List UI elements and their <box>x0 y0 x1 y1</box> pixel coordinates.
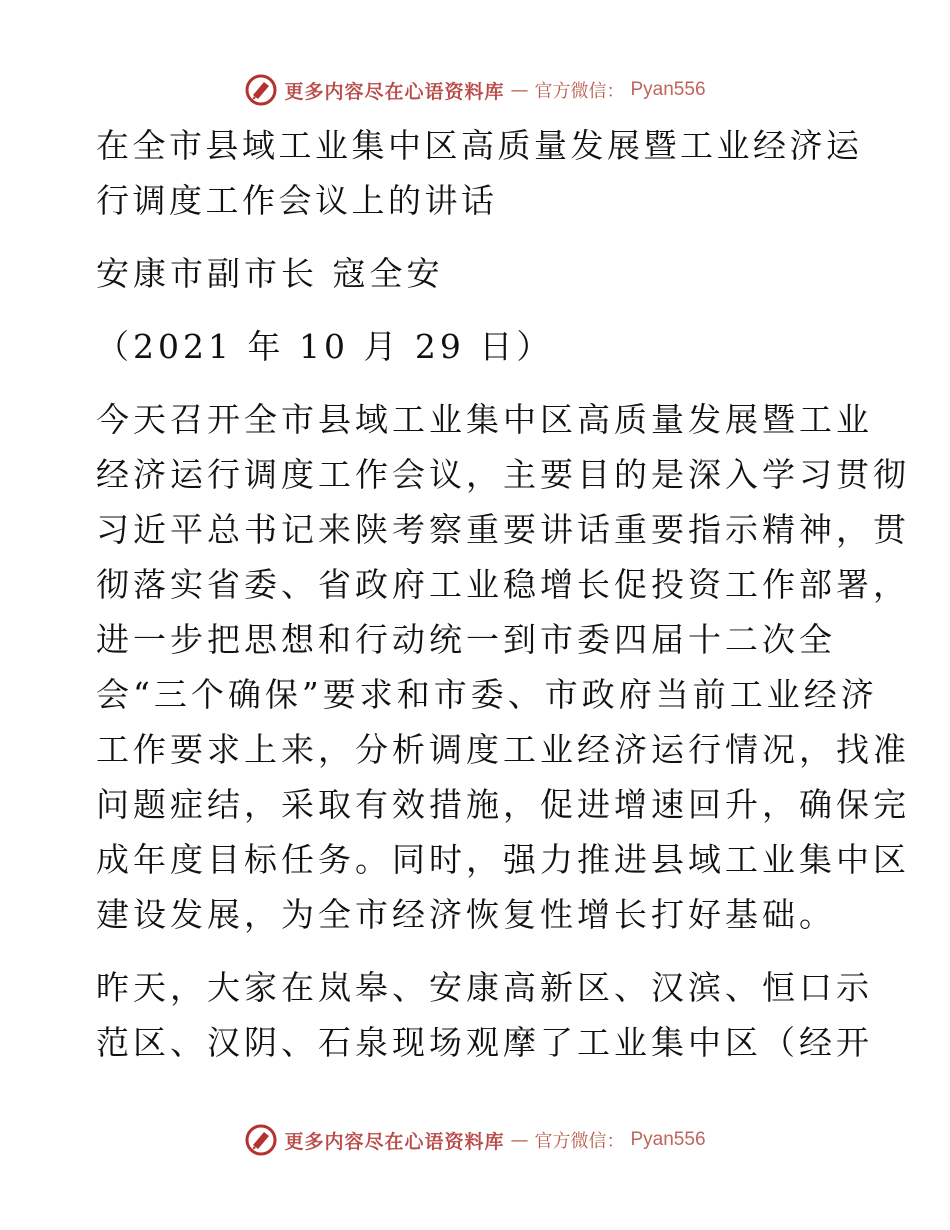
paragraph-line: 进一步把思想和行动统一到市委四届十二次全 <box>96 620 836 659</box>
paragraph-line: 今天召开全市县域工业集中区高质量发展暨工业 <box>96 400 873 439</box>
banner-wechat-id: Pyan556 <box>630 1129 706 1150</box>
banner-separator: — <box>510 1129 529 1151</box>
logo-icon <box>244 73 278 107</box>
header-banner <box>0 68 950 112</box>
paragraph-line: 工作要求上来，分析调度工业经济运行情况，找准 <box>96 730 910 769</box>
title-line: 行调度工作会议上的讲话 <box>96 181 498 220</box>
date-line: （2021 年 10 月 29 日） <box>96 327 554 366</box>
paragraph-line: 问题症结，采取有效措施，促进增速回升，确保完 <box>96 785 910 824</box>
document-body <box>96 118 910 1070</box>
logo-icon <box>244 1123 278 1157</box>
paragraph-line: 彻落实省委、省政府工业稳增长促投资工作部署， <box>96 565 910 604</box>
banner-brand: 更多内容尽在心语资料库 <box>284 80 505 103</box>
footer-banner <box>0 1118 950 1162</box>
banner-label: 官方微信： <box>534 1131 625 1152</box>
banner-brand: 更多内容尽在心语资料库 <box>284 1130 505 1153</box>
paragraph-line: 习近平总书记来陕考察重要讲话重要指示精神，贯 <box>96 510 910 549</box>
banner-label: 官方微信： <box>534 81 625 102</box>
author-line: 安康市副市长 寇全安 <box>96 254 444 293</box>
title-line: 在全市县域工业集中区高质量发展暨工业经济运 <box>96 126 863 165</box>
paragraph-line: 范区、汉阴、石泉现场观摩了工业集中区（经开 <box>96 1023 873 1062</box>
banner-wechat-id: Pyan556 <box>630 79 706 100</box>
paragraph-line: 经济运行调度工作会议，主要目的是深入学习贯彻 <box>96 455 910 494</box>
paragraph-line: 建设发展，为全市经济恢复性增长打好基础。 <box>96 895 836 934</box>
paragraph-line: 会“三个确保”要求和市委、市政府当前工业经济 <box>96 675 878 714</box>
banner-separator: — <box>510 79 529 101</box>
paragraph-2 <box>96 960 873 1070</box>
document-title <box>96 118 863 228</box>
paragraph-line: 成年度目标任务。同时，强力推进县域工业集中区 <box>96 840 910 879</box>
paragraph-1 <box>96 392 910 942</box>
paragraph-line: 昨天，大家在岚皋、安康高新区、汉滨、恒口示 <box>96 968 873 1007</box>
